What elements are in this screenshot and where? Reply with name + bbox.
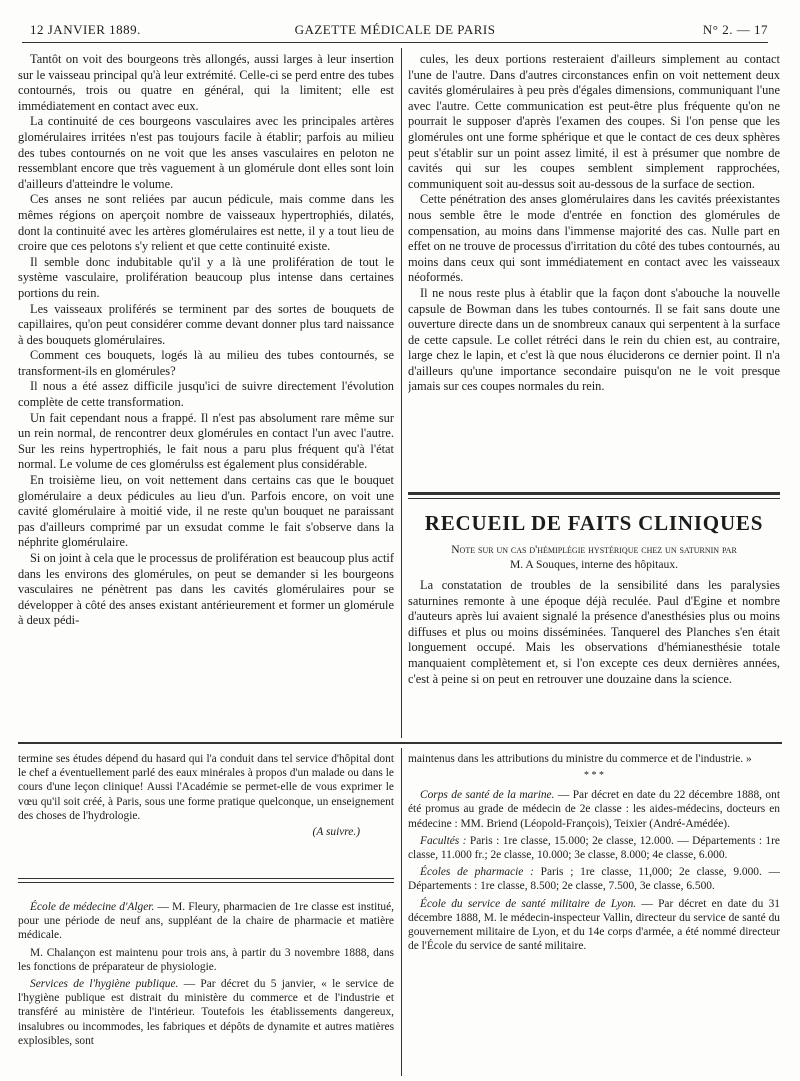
item-heading: Écoles de pharmacie : [420, 866, 534, 879]
recueil-title: RECUEIL DE FAITS CLINIQUES [424, 511, 764, 535]
to-be-continued: (A suivre.) [312, 826, 360, 839]
item-text: Paris : 1re classe, 15.000; 2e classe, 12.000. — Départements : 1re classe, 11.000 fr.; 2e classe, 10.000; 3e classe, 8.000; 4e classe, 6.000. [408, 834, 780, 862]
mid-page-rule [18, 742, 782, 744]
recueil-paragraph: La constatation de troubles de la sensibilité dans les paralysies saturnines remonte à une époque déjà reculée. Paul d'Egine et nombre d'auteurs après lui avaient signalé la présence d'anesthésies plus ou moins diffuses et plus ou moins disséminées. Tanquerel des Planches s'en était longuement occupé. Mais les observations d'hémianesthésie totale manquaient complètement et, si l'on excepte ces deux dernières années, c'est à peine si on peut en retrouver une douzaine dans la science. [408, 578, 780, 686]
journal-title: GAZETTE MÉDICALE DE PARIS [294, 22, 496, 37]
item-heading: École du service de santé militaire de Lyon. [420, 897, 637, 910]
upper-right-column [408, 52, 780, 492]
article-paragraph: Les vaisseaux proliférés se terminent par des sortes de bouquets de capillaires, qu'on peut considérer comme devant donner plus tard naissance à des bouquets glomérulaires. [18, 301, 394, 347]
section-rule-thick [408, 492, 780, 495]
article-paragraph: Un fait cependant nous a frappé. Il n'est pas absolument rare même sur un rein normal, de rencontrer deux glomérules en contact l'un avec l'autre. Sur les reins hypertrophiés, le fait nous a paru plus fréquent qu'à l'état normal. Le volume de ces glomérulss est également plus considérable. [18, 410, 394, 472]
page-header [22, 22, 768, 44]
lower-left-bottom-column [18, 900, 394, 1078]
item-heading: Services de l'hygiène publique. [30, 978, 179, 991]
article-paragraph: cules, les deux portions resteraient d'ailleurs simplement au contact l'une de l'autre. Dans d'autres circonstances enfin on voit nettement deux cavités glomérulaires à peu près d'égales dimensions, communiquant l'une avec l'autre. Cette communication est peut-être plus fréquente qu'on ne pourrait le supposer d'après l'examen des coupes. Si l'on pense que les glomérules ont une forme sphérique et que le contact de ces deux sphères peut s'établir sur un point assez limité, il est à présumer que nombre de cavités qui sur les coupes semblent simplement rapprochées, communiquent soit au-dessus soit au-dessous de la surface de section. [408, 52, 780, 191]
lower-right-items [408, 788, 780, 953]
article-paragraph: Il nous a été assez difficile jusqu'ici de suivre directement l'évolution complète de cette transformation. [18, 379, 394, 410]
recueil-section [408, 504, 780, 738]
news-item [18, 977, 394, 1048]
recueil-body [408, 578, 780, 687]
article-paragraph: En troisième lieu, on voit nettement dans certains cas que le bouquet glomérulaire a deux pédicules au lieu d'un. Parfois encore, on voit une cavité glomérulaire à moitié vide, il ne reste qu'un bouquet ne paraissant pas d'ailleurs comprimé par un exsudat comme le fait s'observe dans la néphrite glomérulaire. [18, 473, 394, 550]
issue-date: 12 JANVIER 1889. [30, 22, 141, 37]
article-paragraph: Comment ces bouquets, logés là au milieu des tubes contournés, se transforment-ils en glomérules? [18, 348, 394, 378]
article-paragraph: Il ne nous reste plus à établir que la façon dont s'abouche la nouvelle capsule de Bowman dans les tubes contournés. Il se fait sans doute une ouverture directe dans un de snombreux canaux qui serpentent à la surface de cette capsule. Le collet rétréci dans le rein du chien est, au contraire, large chez le lapin, et c'est là que nous éluciderons ce dernier point. Il n'a d'ailleurs qu'une importance secondaire puisqu'on ne le voit presque jamais sur ces coupes normales du rein. [408, 285, 780, 394]
item-text: — Par décret du 5 janvier, « le service de l'hygiène publique est distrait du ministère du commerce et de l'industrie et transféré au ministère de l'intérieur. Toutefois les établissements dangereux, insalubres ou incommodes, les fabriques et dépôts de dynamite et autres matières explosibles, sont [18, 978, 394, 1047]
lower-right-intro: maintenus dans les attributions du ministre du commerce et de l'industrie. » [408, 753, 752, 765]
article-paragraph: La continuité de ces bourgeons vasculaires avec les principales artères glomérulaires irritées n'est pas toujours facile à établir; parfois au milieu des tubes contournés on ne voit que les anses vasculaires en peloton ne ressemblant encore que très vaguement à un glomérule dont elles sont loin d'ailleurs d'atteindre le volume. [18, 114, 394, 191]
note-author: M. A Souques, interne des hôpitaux. [509, 558, 679, 571]
lower-left-rule-2 [18, 882, 394, 883]
note-title: Note sur un cas d'hémiplégie hystérique chez un saturnin par [451, 543, 737, 556]
news-item [408, 834, 780, 862]
article-paragraph: Tantôt on voit des bourgeons très allongés, aussi larges à leur insertion sur le vaisseau principal qu'à leur extrémité. Celle-ci se perd entre des tubes contournés, trois ou quatre en général, qui la limitent; elle est immédiatement en contact avec eux. [18, 52, 394, 113]
recueil-note [408, 542, 780, 572]
news-item [408, 865, 780, 893]
item-heading: École de médecine d'Alger. [30, 901, 155, 913]
article-paragraph: Il semble donc indubitable qu'il y a là une prolifération de tout le système vasculaire, prolifération beaucoup plus intense dans certaines portions du rein. [18, 254, 394, 300]
header-rule [22, 42, 768, 43]
item-text: M. Chalançon est maintenu pour trois ans, à partir du 3 novembre 1888, dans les fonctions de préparateur de physiologie. [18, 946, 394, 973]
news-item [408, 788, 780, 831]
page-number: N° 2. — 17 [702, 22, 768, 37]
section-rule-thin [408, 498, 780, 499]
lower-left-rule-1 [18, 878, 394, 879]
item-text: — Par décret en date du 22 décembre 1888, ont été promus au grade de médecin de 2e classe : les aides-médecins, docteurs en médecine : MM. Briend (Léopold-François), Teixier (André-Amédée). [408, 789, 780, 830]
upper-left-column [18, 52, 394, 740]
news-item [18, 900, 394, 943]
item-text: — Par décret en date du 31 décembre 1888, M. le médecin-inspecteur Vallin, directeur du service de santé du gouvernement militaire de Lyon, et du 14e corps d'armée, a été nommé directeur de l'École du service de santé militaire. [408, 897, 780, 953]
item-heading: Corps de santé de la marine. [420, 789, 555, 802]
article-paragraph: Ces anses ne sont reliées par aucun pédicule, mais comme dans les mêmes régions on aperçoit nombre de vaisseaux hypertrophiés, dilatés, dont la continuité avec les artères glomérulaires est nette, il y a tout lieu de croire que ces pelotons s'y relient et que cette continuité existe. [18, 192, 394, 254]
asterism: * * * [584, 770, 604, 782]
item-text: — M. Fleury, pharmacien de 1re classe est institué, pour une période de neuf ans, suppléant de la chaire de pharmacie et matière médicale. [18, 901, 394, 942]
item-heading: Facultés : [420, 834, 467, 847]
article-paragraph: Si on joint à cela que le processus de prolifération est beaucoup plus actif dans les environs des glomérules, on peut se demander si les bourgeons vasculaires ne pénètrent pas dans les cavités glomérulaires pour se développer à côté des anses existant antérieurement et former un glomérule à deux pédi- [18, 551, 394, 628]
item-text: Paris ; 1re classe, 11,000; 2e classe, 9.000. — Départements : 1re classe, 8.500; 2e classe, 7.500, 3e classe, 6.500. [408, 866, 780, 893]
article-paragraph: Cette pénétration des anses glomérulaires dans les cavités préexistantes nous semble être le mode d'entrée en fonction des glomérules de compensation, au moins dans l'immense majorité des cas. Nulle part en effet on ne trouve de processus d'irritation du côté des tubes contournés, au moins dans ceux qui sont immédiatement en contact avec les vaisseaux néoformés. [408, 192, 780, 285]
news-item [408, 897, 780, 954]
news-item [18, 946, 394, 974]
lower-left-paragraph: termine ses études dépend du hasard qui l'a conduit dans tel service d'hôpital dont le chef a éventuellement parlé des eaux minérales à propos d'un malade ou dans le cours d'une leçon clinique! Aussi l'Académie se permet-elle de vous exprimer le vœu qu'il soit créé, à Paris, sous une forme pratique quelconque, un enseignement des choses de l'hydrologie. [18, 753, 394, 822]
lower-right-column [408, 752, 780, 1078]
lower-left-top-column [18, 752, 394, 872]
column-divider-upper [401, 48, 402, 738]
column-divider-lower [401, 748, 402, 1076]
